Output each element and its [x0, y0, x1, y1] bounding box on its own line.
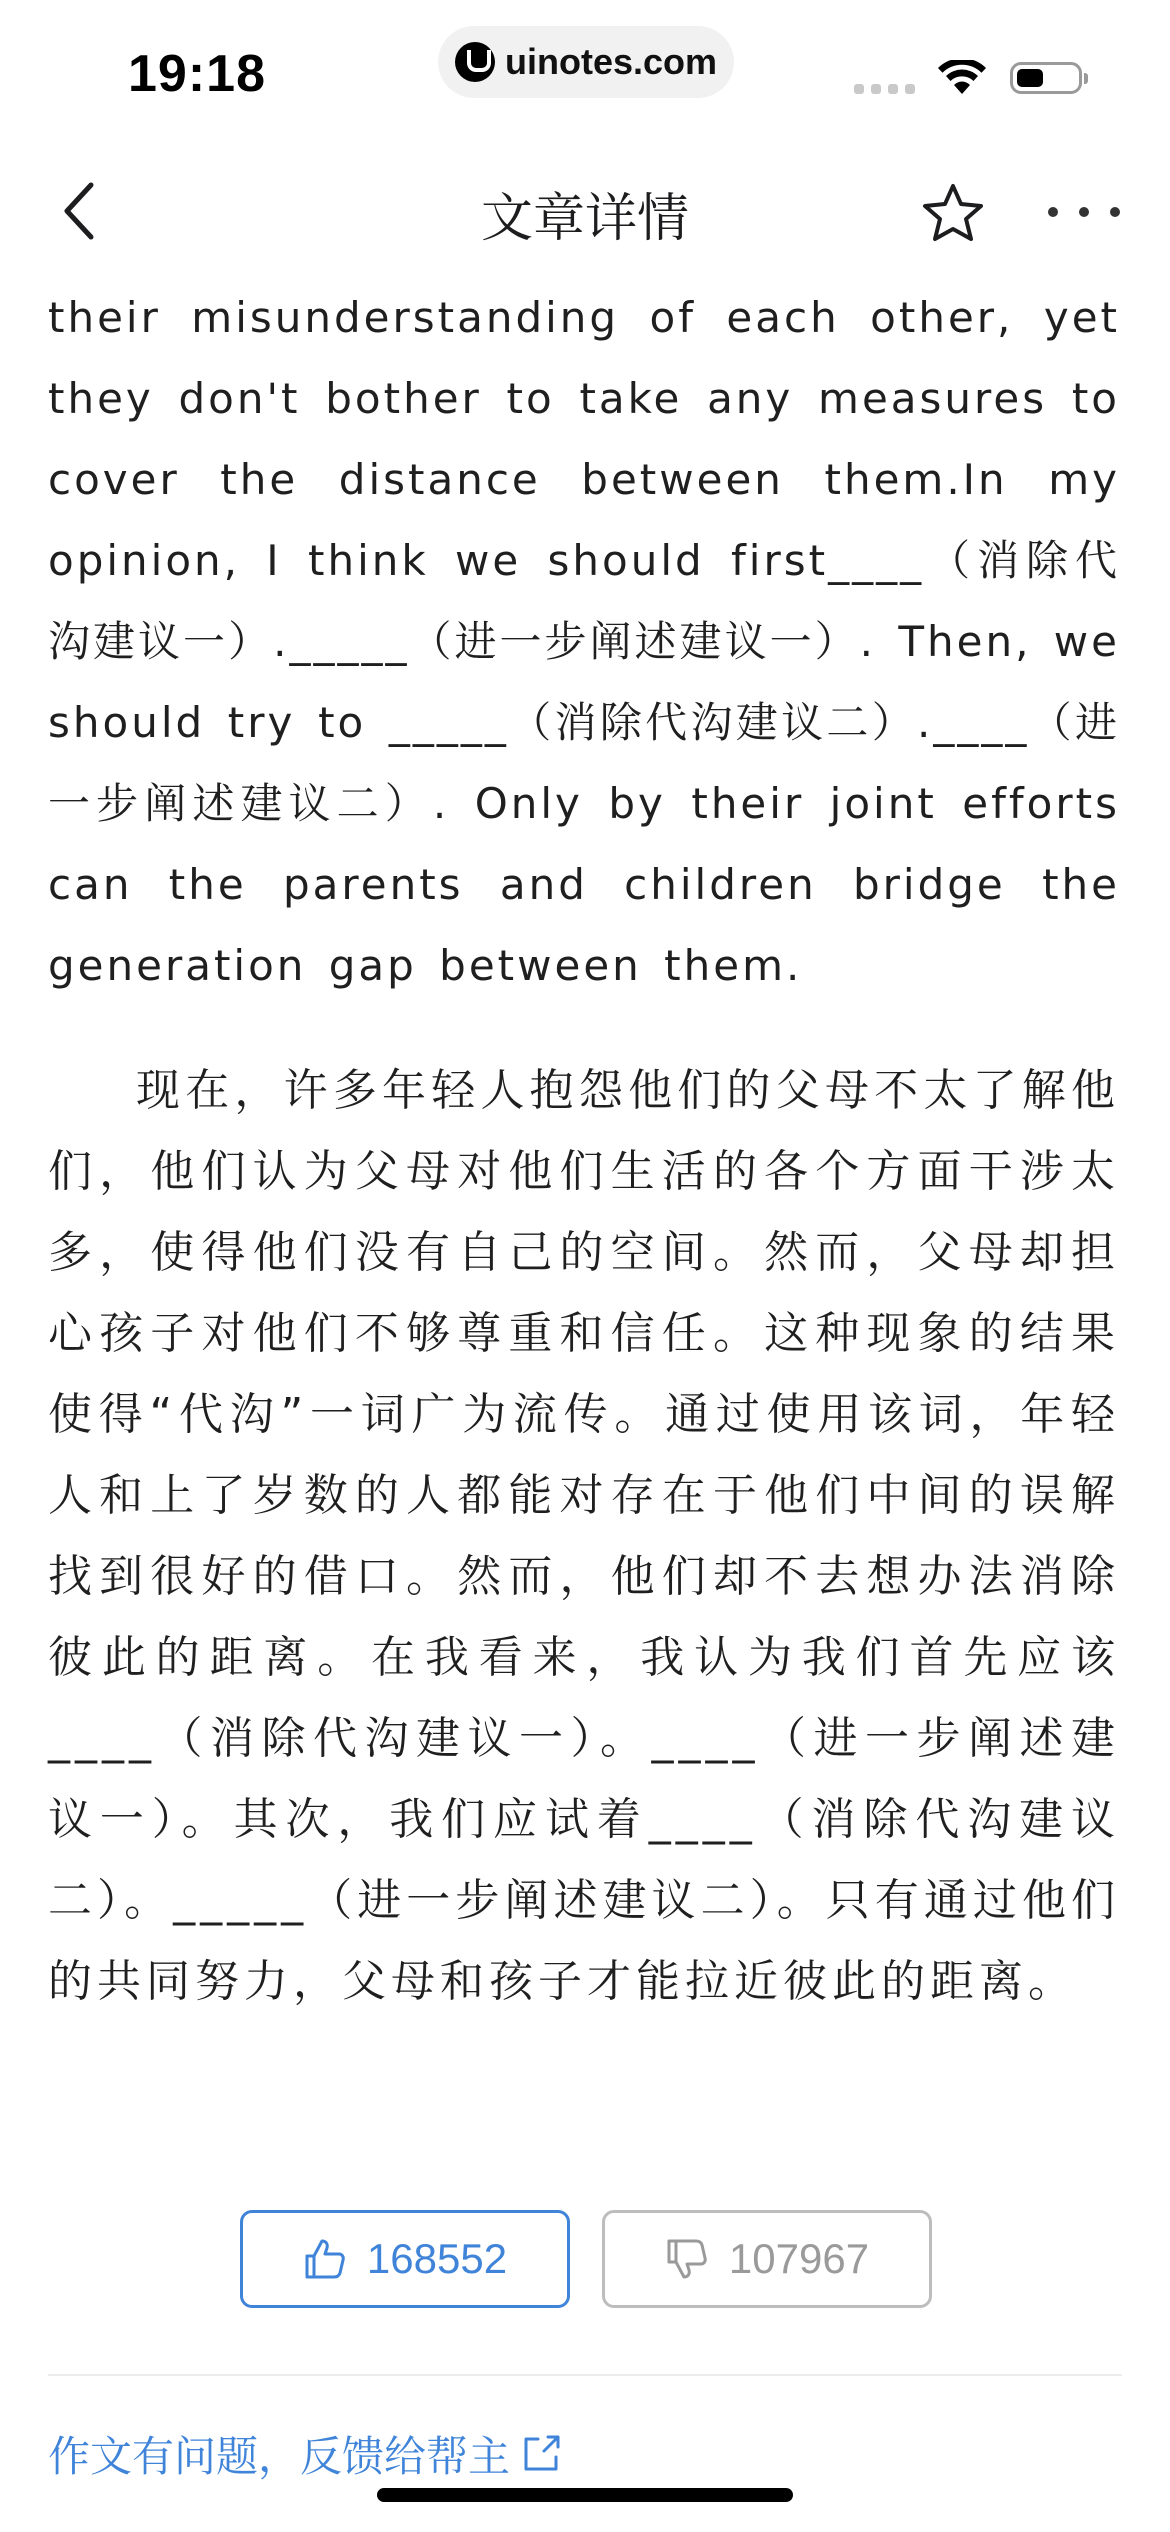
- url-pill[interactable]: [438, 26, 734, 98]
- status-bar: [0, 0, 1170, 140]
- dislike-button[interactable]: [602, 2210, 932, 2308]
- feedback-label: 作文有问题，反馈给帮主: [48, 2432, 511, 2481]
- wifi-icon: [938, 60, 986, 100]
- like-button[interactable]: [240, 2210, 570, 2308]
- back-button[interactable]: [46, 178, 112, 244]
- like-count: 168552: [366, 2235, 508, 2282]
- home-indicator: [377, 2488, 793, 2502]
- more-button[interactable]: [1048, 192, 1120, 232]
- dislike-count: 107967: [728, 2235, 870, 2282]
- divider: [48, 2374, 1122, 2376]
- thumbs-down-icon: [665, 2237, 709, 2281]
- feedback-link[interactable]: [48, 2424, 562, 2484]
- vote-row: [240, 2210, 932, 2308]
- more-dot-icon: [1110, 207, 1120, 217]
- url-text: uinotes.com: [504, 41, 718, 82]
- article-body: [48, 282, 1120, 2022]
- star-icon: [921, 182, 985, 244]
- page-title: 文章详情: [480, 189, 689, 249]
- chinese-paragraph: 现在，许多年轻人抱怨他们的父母不太了解他们，他们认为父母对他们生活的各个方面干涉太多，使得他们没有自己的空间。然而，父母却担心孩子对他们不够尊重和信任。这种现象的结果使得“代沟”一词广为流传。通过使用该词，年轻人和上了岁数的人都能对存在于他们中间的误解找到很好的借口。然而，他们却不去想办法消除彼此的距离。在我看来，我认为我们首先应该____（消除代沟建议一）。____（进一步阐述建议一）。其次，我们应试着____（消除代沟建议二）。_____（进一步阐述建议二）。只有通过他们的共同努力，父母和孩子才能拉近彼此的距离。: [48, 1065, 1120, 2007]
- chevron-left-icon: [59, 181, 99, 241]
- favorite-button[interactable]: [918, 178, 988, 248]
- external-link-icon: [520, 2433, 562, 2475]
- article-content[interactable]: [0, 282, 1170, 2532]
- more-dot-icon: [1079, 207, 1089, 217]
- status-time: 19:18: [128, 45, 266, 103]
- thumbs-up-icon: [303, 2237, 347, 2281]
- site-logo-icon: [455, 42, 495, 82]
- english-paragraph: their misunderstanding of each other, yet they don't bother to take any measures to cover the distance between them.In my opinion, I think we should first____（消除代沟建议一）._____（进一步阐述建议一）. Then, we should try to _____（消除代沟建议二）.____（进一步阐述建议二）. Only by their joint efforts can the parents and children bridge the generation gap between them.: [48, 293, 1120, 990]
- nav-bar: [0, 140, 1170, 282]
- battery-icon: [1010, 62, 1082, 94]
- cellular-signal-icon: [854, 84, 915, 94]
- more-dot-icon: [1048, 207, 1058, 217]
